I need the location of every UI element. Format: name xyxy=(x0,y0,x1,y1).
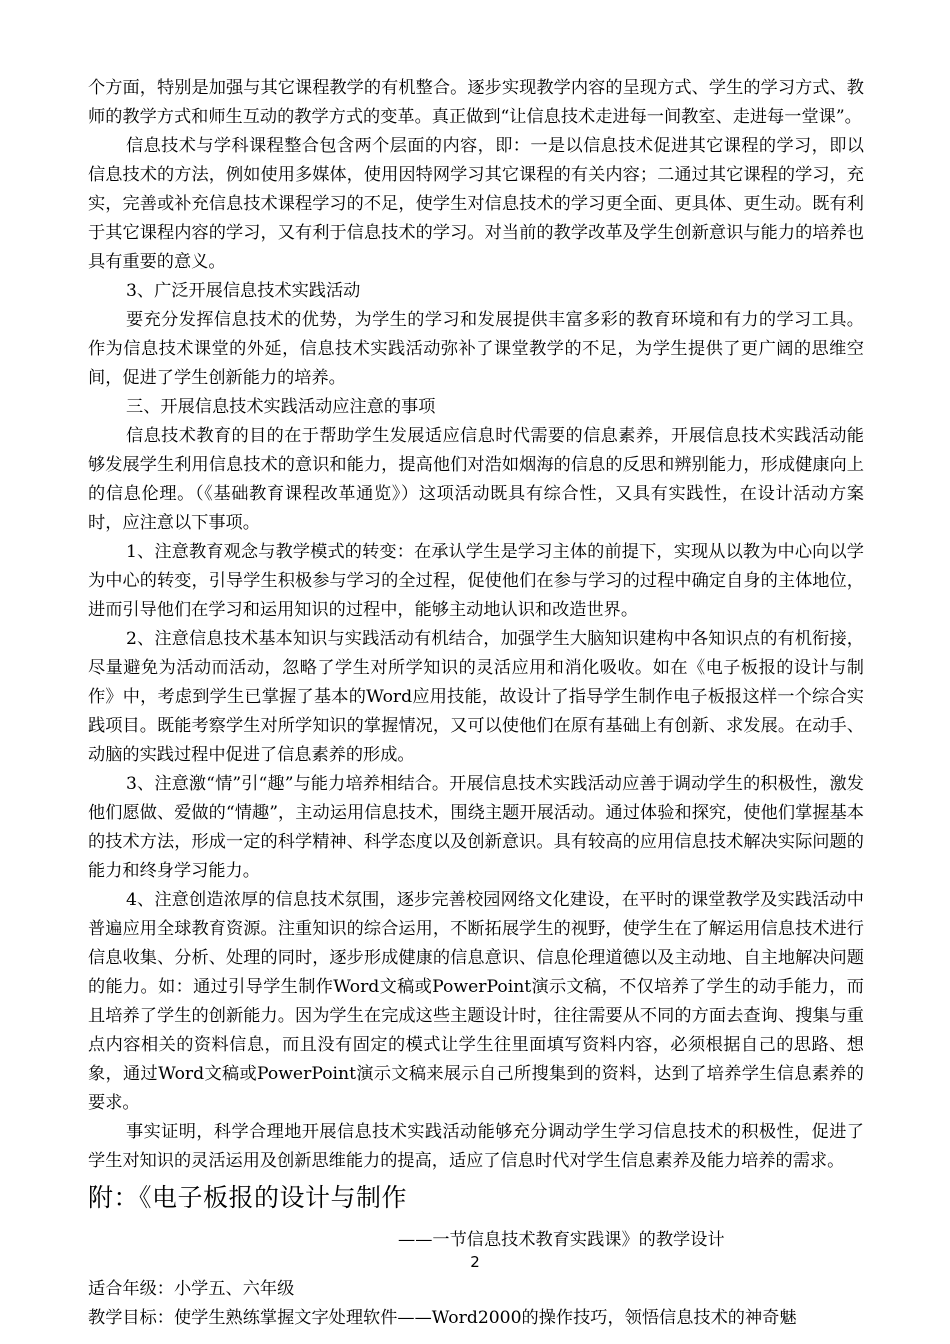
page-number: 2 xyxy=(470,1253,480,1271)
paragraph-point-3: 3、注意激“情”引“趣”与能力培养相结合。开展信息技术实践活动应善于调动学生的积极性，激发他们愿做、爱做的“情趣”，主动运用信息技术，围绕主题开展活动。通过体验和探究，使他们掌握基本的技术方法，形成一定的科学精神、科学态度以及创新意识。具有较高的应用信息技术解决实际问题的能力和终身学习能力。 xyxy=(88,774,864,881)
appendix-subtitle: ——一节信息技术教育实践课》的教学设计 xyxy=(398,1230,725,1250)
paragraph-point-1: 1、注意教育观念与教学模式的转变：在承认学生是学习主体的前提下，实现从以教为中心向以学为中心的转变，引导学生积极参与学习的全过程，促使他们在参与学习的过程中确定自身的主体地位，进而引导他们在学习和运用知识的过程中，能够主动地认识和改造世界。 xyxy=(88,542,864,620)
paragraph-integration-continued: 个方面，特别是加强与其它课程教学的有机整合。逐步实现教学内容的呈现方式、学生的学习方式、教师的教学方式和师生互动的教学方式的变革。真正做到“让信息技术走进每一间教室、走进每一堂课”。 xyxy=(88,78,864,127)
paragraph-point-2: 2、注意信息技术基本知识与实践活动有机结合，加强学生大脑知识建构中各知识点的有机衔接，尽量避免为活动而活动，忽略了学生对所学知识的灵活应用和消化吸收。如在《电子板报的设计与制作》中，考虑到学生已掌握了基本的Word应用技能，故设计了指导学生制作电子板报这样一个综合实践项目。既能考察学生对所学知识的掌握情况，又可以使他们在原有基础上有创新、求发展。在动手、动脑的实践过程中促进了信息素养的形成。 xyxy=(88,629,864,765)
paragraph-education-goal: 信息技术教育的目的在于帮助学生发展适应信息时代需要的信息素养，开展信息技术实践活动能够发展学生利用信息技术的意识和能力，提高他们对浩如烟海的信息的反思和辨别能力，形成健康向上的信息伦理。（《基础教育课程改革通览》）这项活动既具有综合性，又具有实践性，在设计活动方案时，应注意以下事项。 xyxy=(88,426,864,533)
paragraph-conclusion: 事实证明，科学合理地开展信息技术实践活动能够充分调动学生学习信息技术的积极性，促进了学生对知识的灵活运用及创新思维能力的提高，适应了信息时代对学生信息素养及能力培养的需求。 xyxy=(88,1122,864,1171)
appendix-objective: 教学目标：使学生熟练掌握文字处理软件——Word2000的操作技巧，领悟信息技术的神奇魅 xyxy=(88,1308,797,1328)
paragraph-practice-activities: 要充分发挥信息技术的优势，为学生的学习和发展提供丰富多彩的教育环境和有力的学习工具。作为信息技术课堂的外延，信息技术实践活动弥补了课堂教学的不足，为学生提供了更广阔的思维空间，促进了学生创新能力的培养。 xyxy=(88,310,864,388)
heading-practice-activities: 3、广泛开展信息技术实践活动 xyxy=(126,281,361,301)
appendix-title: 附：《电子板报的设计与制作 xyxy=(88,1183,408,1212)
paragraph-integration-levels: 信息技术与学科课程整合包含两个层面的内容，即：一是以信息技术促进其它课程的学习，即以信息技术的方法，例如使用多媒体，使用因特网学习其它课程的有关内容；二通过其它课程的学习，充实，完善或补充信息技术课程学习的不足，使学生对信息技术的学习更全面、更具体、更生动。既有利于其它课程内容的学习，又有利于信息技术的学习。对当前的教学改革及学生创新意识与能力的培养也具有重要的意义。 xyxy=(88,136,864,272)
heading-section-three: 三、开展信息技术实践活动应注意的事项 xyxy=(126,397,436,417)
document-body xyxy=(88,74,864,1333)
paragraph-point-4: 4、注意创造浓厚的信息技术氛围，逐步完善校园网络文化建设，在平时的课堂教学及实践活动中普遍应用全球教育资源。注重知识的综合运用，不断拓展学生的视野，使学生在了解运用信息技术进行信息收集、分析、处理的同时，逐步形成健康的信息意识、信息伦理道德以及主动地、自主地解决问题的能力。如：通过引导学生制作Word文稿或PowerPoint演示文稿，不仅培养了学生的动手能力，而且培养了学生的创新能力。因为学生在完成这些主题设计时，往往需要从不同的方面去查询、搜集与重点内容相关的资料信息，而且没有固定的模式让学生往里面填写资料内容，必须根据自己的思路、想象，通过Word文稿或PowerPoint演示文稿来展示自己所搜集到的资料，达到了培养学生信息素养的要求。 xyxy=(88,890,864,1113)
appendix-grade: 适合年级：小学五、六年级 xyxy=(88,1279,295,1299)
